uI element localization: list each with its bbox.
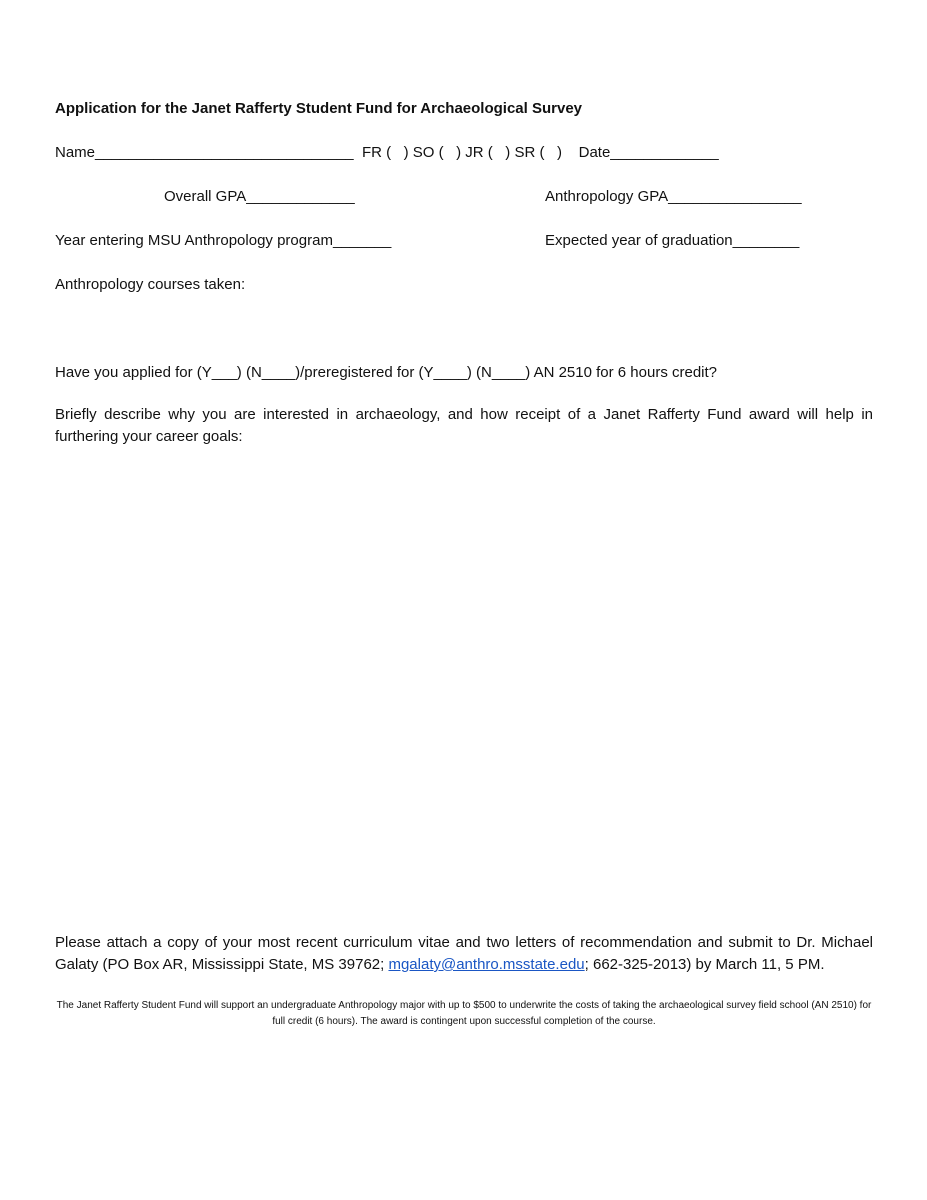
- attach-text-start: Please attach a copy of your most recent curriculum vitae and two letters of recommendation and submit to Dr. Michael Galaty (PO Box AR, Mississippi State, MS 39762;: [55, 934, 873, 973]
- attach-text-end: ; 662-325-2013) by March 11, 5 PM.: [584, 956, 825, 973]
- anthropology-gpa-field: Anthropology GPA________________: [545, 188, 802, 205]
- email-link[interactable]: mgalaty@anthro.msstate.edu: [388, 956, 585, 973]
- courses-taken-label: Anthropology courses taken:: [55, 276, 246, 293]
- name-class-date-line: Name_______________________________ FR ( ) SO ( ) JR ( ) SR ( ) Date_____________: [55, 144, 719, 161]
- form-title: Application for the Janet Rafferty Student Fund for Archaeological Survey: [55, 100, 583, 117]
- overall-gpa-field: Overall GPA_____________: [164, 188, 355, 205]
- attach-instructions: [55, 932, 873, 976]
- describe-prompt: Briefly describe why you are interested in archaeology, and how receipt of a Janet Rafferty Fund award will help in furthering your career goals:: [55, 406, 873, 445]
- year-entering-field: Year entering MSU Anthropology program_______: [55, 232, 392, 249]
- fund-note: The Janet Rafferty Student Fund will support an undergraduate Anthropology major with up to $500 to underwrite the costs of taking the archaeological survey field school (AN 2510) for full credit (6 hours). The award is contingent upon successful completion of the course.: [56, 1000, 872, 1027]
- applied-question: Have you applied for (Y___) (N____)/preregistered for (Y____) (N____) AN 2510 for 6 hours credit?: [55, 364, 718, 381]
- expected-graduation-field: Expected year of graduation________: [545, 232, 800, 249]
